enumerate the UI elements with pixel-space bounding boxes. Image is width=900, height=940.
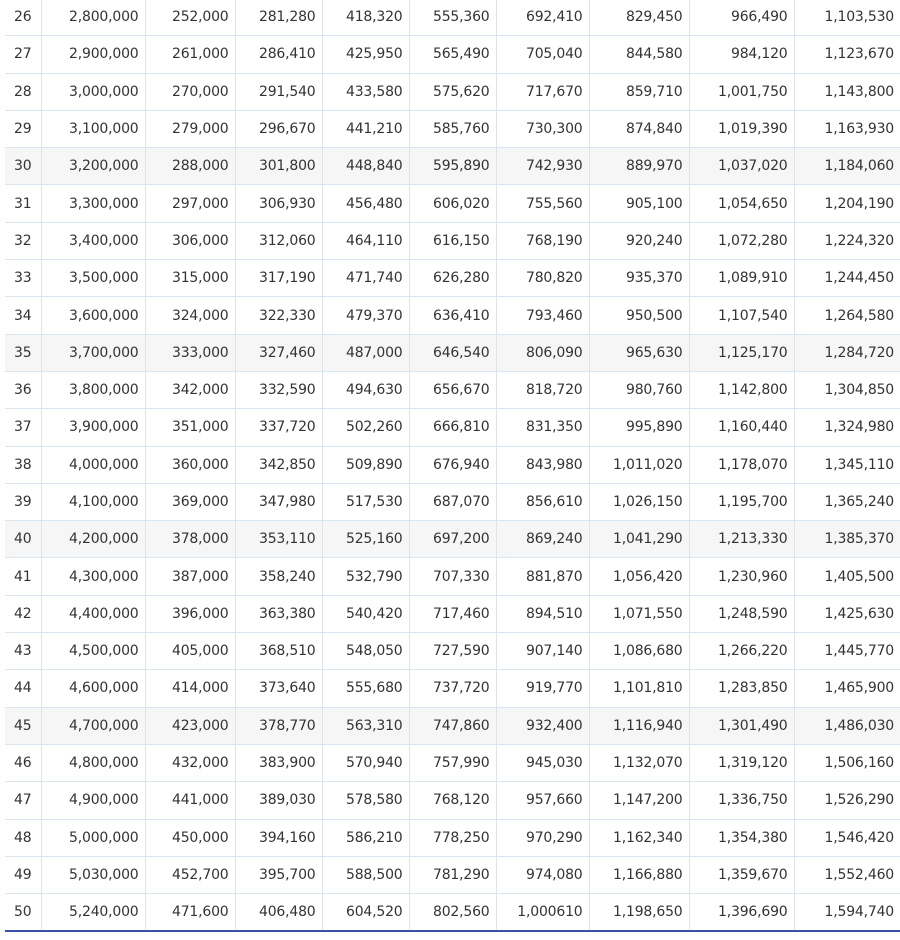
table-row xyxy=(5,782,900,819)
table-body xyxy=(5,0,900,931)
table-cell: 389,030 xyxy=(235,782,322,819)
table-cell: 829,450 xyxy=(589,0,689,36)
table-cell: 4,600,000 xyxy=(41,670,145,707)
table-cell: 4,900,000 xyxy=(41,782,145,819)
table-cell: 894,510 xyxy=(496,595,589,632)
table-cell: 1,365,240 xyxy=(794,483,900,520)
table-cell: 1,056,420 xyxy=(589,558,689,595)
table-cell: 342,000 xyxy=(145,371,235,408)
table-cell: 818,720 xyxy=(496,371,589,408)
table-cell: 1,230,960 xyxy=(689,558,794,595)
table-cell: 291,540 xyxy=(235,73,322,110)
table-cell: 1,425,630 xyxy=(794,595,900,632)
table-cell: 950,500 xyxy=(589,297,689,334)
table-cell: 1,072,280 xyxy=(689,222,794,259)
table-cell: 315,000 xyxy=(145,260,235,297)
row-number-cell: 44 xyxy=(5,670,41,707)
row-number-cell: 29 xyxy=(5,110,41,147)
table-cell: 432,000 xyxy=(145,744,235,781)
table-cell: 5,240,000 xyxy=(41,894,145,932)
table-cell: 3,400,000 xyxy=(41,222,145,259)
table-cell: 705,040 xyxy=(496,36,589,73)
table-cell: 387,000 xyxy=(145,558,235,595)
table-cell: 1,336,750 xyxy=(689,782,794,819)
table-cell: 932,400 xyxy=(496,707,589,744)
row-number-cell: 30 xyxy=(5,148,41,185)
table-cell: 270,000 xyxy=(145,73,235,110)
table-cell: 966,490 xyxy=(689,0,794,36)
table-cell: 965,630 xyxy=(589,334,689,371)
table-cell: 874,840 xyxy=(589,110,689,147)
table-cell: 351,000 xyxy=(145,409,235,446)
table-cell: 995,890 xyxy=(589,409,689,446)
table-cell: 502,260 xyxy=(322,409,409,446)
table-cell: 595,890 xyxy=(409,148,496,185)
table-cell: 781,290 xyxy=(409,856,496,893)
table-cell: 383,900 xyxy=(235,744,322,781)
table-cell: 920,240 xyxy=(589,222,689,259)
row-number-cell: 31 xyxy=(5,185,41,222)
table-row xyxy=(5,521,900,558)
table-cell: 588,500 xyxy=(322,856,409,893)
row-number-cell: 26 xyxy=(5,0,41,36)
table-cell: 4,100,000 xyxy=(41,483,145,520)
table-cell: 441,210 xyxy=(322,110,409,147)
table-cell: 347,980 xyxy=(235,483,322,520)
table-cell: 1,143,800 xyxy=(794,73,900,110)
table-cell: 3,000,000 xyxy=(41,73,145,110)
data-table xyxy=(5,0,900,932)
table-cell: 395,700 xyxy=(235,856,322,893)
table-cell: 1,116,940 xyxy=(589,707,689,744)
table-cell: 1,101,810 xyxy=(589,670,689,707)
table-cell: 1,552,460 xyxy=(794,856,900,893)
table-cell: 1,385,370 xyxy=(794,521,900,558)
row-number-cell: 42 xyxy=(5,595,41,632)
table-cell: 687,070 xyxy=(409,483,496,520)
table-cell: 755,560 xyxy=(496,185,589,222)
table-cell: 1,396,690 xyxy=(689,894,794,932)
table-cell: 4,200,000 xyxy=(41,521,145,558)
table-cell: 1,594,740 xyxy=(794,894,900,932)
table-cell: 802,560 xyxy=(409,894,496,932)
table-cell: 322,330 xyxy=(235,297,322,334)
table-cell: 843,980 xyxy=(496,446,589,483)
table-cell: 471,740 xyxy=(322,260,409,297)
table-cell: 261,000 xyxy=(145,36,235,73)
table-cell: 358,240 xyxy=(235,558,322,595)
table-cell: 757,990 xyxy=(409,744,496,781)
table-cell: 425,950 xyxy=(322,36,409,73)
table-row xyxy=(5,819,900,856)
table-row xyxy=(5,148,900,185)
table-cell: 418,320 xyxy=(322,0,409,36)
table-cell: 1,071,550 xyxy=(589,595,689,632)
table-cell: 727,590 xyxy=(409,633,496,670)
table-cell: 585,760 xyxy=(409,110,496,147)
table-cell: 1,103,530 xyxy=(794,0,900,36)
table-cell: 414,000 xyxy=(145,670,235,707)
table-cell: 1,011,020 xyxy=(589,446,689,483)
table-cell: 570,940 xyxy=(322,744,409,781)
table-row xyxy=(5,670,900,707)
row-number-cell: 36 xyxy=(5,371,41,408)
table-cell: 1,026,150 xyxy=(589,483,689,520)
row-number-cell: 45 xyxy=(5,707,41,744)
table-cell: 3,700,000 xyxy=(41,334,145,371)
table-cell: 4,700,000 xyxy=(41,707,145,744)
row-number-cell: 47 xyxy=(5,782,41,819)
table-cell: 4,800,000 xyxy=(41,744,145,781)
table-cell: 604,520 xyxy=(322,894,409,932)
table-cell: 1,284,720 xyxy=(794,334,900,371)
table-cell: 676,940 xyxy=(409,446,496,483)
table-cell: 919,770 xyxy=(496,670,589,707)
table-cell: 297,000 xyxy=(145,185,235,222)
table-cell: 4,300,000 xyxy=(41,558,145,595)
table-row xyxy=(5,558,900,595)
table-cell: 509,890 xyxy=(322,446,409,483)
table-cell: 3,900,000 xyxy=(41,409,145,446)
table-cell: 4,400,000 xyxy=(41,595,145,632)
table-cell: 1,359,670 xyxy=(689,856,794,893)
table-cell: 1,147,200 xyxy=(589,782,689,819)
table-cell: 532,790 xyxy=(322,558,409,595)
table-cell: 1,354,380 xyxy=(689,819,794,856)
table-row xyxy=(5,633,900,670)
table-cell: 1,086,680 xyxy=(589,633,689,670)
table-cell: 312,060 xyxy=(235,222,322,259)
table-cell: 1,123,670 xyxy=(794,36,900,73)
table-cell: 1,345,110 xyxy=(794,446,900,483)
table-cell: 5,030,000 xyxy=(41,856,145,893)
table-cell: 737,720 xyxy=(409,670,496,707)
table-cell: 616,150 xyxy=(409,222,496,259)
table-cell: 768,120 xyxy=(409,782,496,819)
table-cell: 555,360 xyxy=(409,0,496,36)
table-row xyxy=(5,110,900,147)
table-cell: 405,000 xyxy=(145,633,235,670)
table-cell: 3,500,000 xyxy=(41,260,145,297)
table-cell: 1,546,420 xyxy=(794,819,900,856)
table-row xyxy=(5,744,900,781)
table-cell: 980,760 xyxy=(589,371,689,408)
table-cell: 456,480 xyxy=(322,185,409,222)
table-cell: 5,000,000 xyxy=(41,819,145,856)
table-cell: 548,050 xyxy=(322,633,409,670)
table-cell: 692,410 xyxy=(496,0,589,36)
table-cell: 806,090 xyxy=(496,334,589,371)
table-cell: 360,000 xyxy=(145,446,235,483)
table-cell: 3,200,000 xyxy=(41,148,145,185)
table-cell: 378,770 xyxy=(235,707,322,744)
table-cell: 555,680 xyxy=(322,670,409,707)
table-cell: 2,800,000 xyxy=(41,0,145,36)
table-cell: 578,580 xyxy=(322,782,409,819)
table-cell: 1,266,220 xyxy=(689,633,794,670)
table-cell: 540,420 xyxy=(322,595,409,632)
table-cell: 1,037,020 xyxy=(689,148,794,185)
table-cell: 4,000,000 xyxy=(41,446,145,483)
row-number-cell: 50 xyxy=(5,894,41,932)
table-cell: 1,244,450 xyxy=(794,260,900,297)
table-cell: 1,000610 xyxy=(496,894,589,932)
table-cell: 2,900,000 xyxy=(41,36,145,73)
table-cell: 1,486,030 xyxy=(794,707,900,744)
table-cell: 1,166,880 xyxy=(589,856,689,893)
row-number-cell: 28 xyxy=(5,73,41,110)
table-cell: 1,041,290 xyxy=(589,521,689,558)
table-cell: 1,526,290 xyxy=(794,782,900,819)
table-cell: 881,870 xyxy=(496,558,589,595)
table-cell: 565,490 xyxy=(409,36,496,73)
table-cell: 288,000 xyxy=(145,148,235,185)
row-number-cell: 38 xyxy=(5,446,41,483)
table-row xyxy=(5,36,900,73)
table-row xyxy=(5,446,900,483)
table-cell: 563,310 xyxy=(322,707,409,744)
table-cell: 1,213,330 xyxy=(689,521,794,558)
table-cell: 1,001,750 xyxy=(689,73,794,110)
row-number-cell: 35 xyxy=(5,334,41,371)
table-cell: 1,319,120 xyxy=(689,744,794,781)
table-cell: 717,670 xyxy=(496,73,589,110)
table-cell: 301,800 xyxy=(235,148,322,185)
table-cell: 448,840 xyxy=(322,148,409,185)
table-cell: 935,370 xyxy=(589,260,689,297)
table-cell: 768,190 xyxy=(496,222,589,259)
table-cell: 707,330 xyxy=(409,558,496,595)
table-cell: 3,800,000 xyxy=(41,371,145,408)
table-cell: 646,540 xyxy=(409,334,496,371)
table-cell: 452,700 xyxy=(145,856,235,893)
table-container xyxy=(5,0,900,932)
table-cell: 889,970 xyxy=(589,148,689,185)
table-cell: 1,405,500 xyxy=(794,558,900,595)
table-cell: 3,100,000 xyxy=(41,110,145,147)
table-cell: 286,410 xyxy=(235,36,322,73)
table-row xyxy=(5,595,900,632)
table-cell: 856,610 xyxy=(496,483,589,520)
table-cell: 1,132,070 xyxy=(589,744,689,781)
table-cell: 1,304,850 xyxy=(794,371,900,408)
table-cell: 984,120 xyxy=(689,36,794,73)
table-cell: 1,264,580 xyxy=(794,297,900,334)
table-cell: 342,850 xyxy=(235,446,322,483)
table-cell: 1,198,650 xyxy=(589,894,689,932)
row-number-cell: 48 xyxy=(5,819,41,856)
table-cell: 1,324,980 xyxy=(794,409,900,446)
row-number-cell: 34 xyxy=(5,297,41,334)
table-row xyxy=(5,483,900,520)
table-cell: 656,670 xyxy=(409,371,496,408)
table-cell: 1,204,190 xyxy=(794,185,900,222)
table-cell: 464,110 xyxy=(322,222,409,259)
table-cell: 494,630 xyxy=(322,371,409,408)
table-cell: 279,000 xyxy=(145,110,235,147)
table-cell: 353,110 xyxy=(235,521,322,558)
table-cell: 793,460 xyxy=(496,297,589,334)
table-cell: 907,140 xyxy=(496,633,589,670)
table-cell: 869,240 xyxy=(496,521,589,558)
table-cell: 332,590 xyxy=(235,371,322,408)
table-row xyxy=(5,856,900,893)
table-row xyxy=(5,222,900,259)
table-cell: 281,280 xyxy=(235,0,322,36)
row-number-cell: 32 xyxy=(5,222,41,259)
table-row xyxy=(5,707,900,744)
table-row xyxy=(5,185,900,222)
row-number-cell: 46 xyxy=(5,744,41,781)
table-row xyxy=(5,0,900,36)
table-cell: 363,380 xyxy=(235,595,322,632)
table-cell: 697,200 xyxy=(409,521,496,558)
table-cell: 1,248,590 xyxy=(689,595,794,632)
table-cell: 859,710 xyxy=(589,73,689,110)
table-cell: 525,160 xyxy=(322,521,409,558)
table-cell: 730,300 xyxy=(496,110,589,147)
row-number-cell: 39 xyxy=(5,483,41,520)
table-cell: 1,160,440 xyxy=(689,409,794,446)
table-cell: 406,480 xyxy=(235,894,322,932)
table-cell: 324,000 xyxy=(145,297,235,334)
table-cell: 423,000 xyxy=(145,707,235,744)
row-number-cell: 27 xyxy=(5,36,41,73)
table-cell: 369,000 xyxy=(145,483,235,520)
table-cell: 306,000 xyxy=(145,222,235,259)
table-cell: 368,510 xyxy=(235,633,322,670)
table-cell: 717,460 xyxy=(409,595,496,632)
table-cell: 974,080 xyxy=(496,856,589,893)
table-cell: 487,000 xyxy=(322,334,409,371)
table-cell: 945,030 xyxy=(496,744,589,781)
table-cell: 3,600,000 xyxy=(41,297,145,334)
table-row xyxy=(5,334,900,371)
table-cell: 1,506,160 xyxy=(794,744,900,781)
table-cell: 1,195,700 xyxy=(689,483,794,520)
table-cell: 1,107,540 xyxy=(689,297,794,334)
table-cell: 747,860 xyxy=(409,707,496,744)
row-number-cell: 43 xyxy=(5,633,41,670)
table-cell: 970,290 xyxy=(496,819,589,856)
table-cell: 471,600 xyxy=(145,894,235,932)
table-cell: 337,720 xyxy=(235,409,322,446)
table-cell: 957,660 xyxy=(496,782,589,819)
table-cell: 831,350 xyxy=(496,409,589,446)
table-row xyxy=(5,260,900,297)
row-number-cell: 49 xyxy=(5,856,41,893)
table-cell: 450,000 xyxy=(145,819,235,856)
table-cell: 433,580 xyxy=(322,73,409,110)
table-cell: 1,283,850 xyxy=(689,670,794,707)
table-row xyxy=(5,73,900,110)
table-cell: 1,178,070 xyxy=(689,446,794,483)
row-number-cell: 37 xyxy=(5,409,41,446)
table-cell: 586,210 xyxy=(322,819,409,856)
table-cell: 396,000 xyxy=(145,595,235,632)
table-cell: 778,250 xyxy=(409,819,496,856)
table-cell: 1,224,320 xyxy=(794,222,900,259)
table-cell: 1,054,650 xyxy=(689,185,794,222)
table-cell: 373,640 xyxy=(235,670,322,707)
table-cell: 905,100 xyxy=(589,185,689,222)
table-cell: 517,530 xyxy=(322,483,409,520)
table-cell: 1,142,800 xyxy=(689,371,794,408)
row-number-cell: 33 xyxy=(5,260,41,297)
table-cell: 296,670 xyxy=(235,110,322,147)
table-cell: 1,301,490 xyxy=(689,707,794,744)
table-cell: 636,410 xyxy=(409,297,496,334)
table-cell: 1,445,770 xyxy=(794,633,900,670)
table-cell: 1,465,900 xyxy=(794,670,900,707)
table-cell: 441,000 xyxy=(145,782,235,819)
table-cell: 780,820 xyxy=(496,260,589,297)
table-cell: 394,160 xyxy=(235,819,322,856)
table-cell: 333,000 xyxy=(145,334,235,371)
table-cell: 327,460 xyxy=(235,334,322,371)
table-cell: 1,162,340 xyxy=(589,819,689,856)
table-cell: 4,500,000 xyxy=(41,633,145,670)
table-cell: 317,190 xyxy=(235,260,322,297)
table-cell: 742,930 xyxy=(496,148,589,185)
row-number-cell: 41 xyxy=(5,558,41,595)
table-row xyxy=(5,297,900,334)
row-number-cell: 40 xyxy=(5,521,41,558)
table-row xyxy=(5,371,900,408)
table-cell: 626,280 xyxy=(409,260,496,297)
table-cell: 1,089,910 xyxy=(689,260,794,297)
table-cell: 1,019,390 xyxy=(689,110,794,147)
table-cell: 306,930 xyxy=(235,185,322,222)
table-cell: 666,810 xyxy=(409,409,496,446)
table-cell: 606,020 xyxy=(409,185,496,222)
table-cell: 378,000 xyxy=(145,521,235,558)
table-row xyxy=(5,894,900,932)
table-cell: 575,620 xyxy=(409,73,496,110)
table-cell: 1,184,060 xyxy=(794,148,900,185)
table-cell: 479,370 xyxy=(322,297,409,334)
table-cell: 252,000 xyxy=(145,0,235,36)
table-row xyxy=(5,409,900,446)
table-cell: 1,163,930 xyxy=(794,110,900,147)
table-cell: 3,300,000 xyxy=(41,185,145,222)
table-cell: 844,580 xyxy=(589,36,689,73)
table-cell: 1,125,170 xyxy=(689,334,794,371)
